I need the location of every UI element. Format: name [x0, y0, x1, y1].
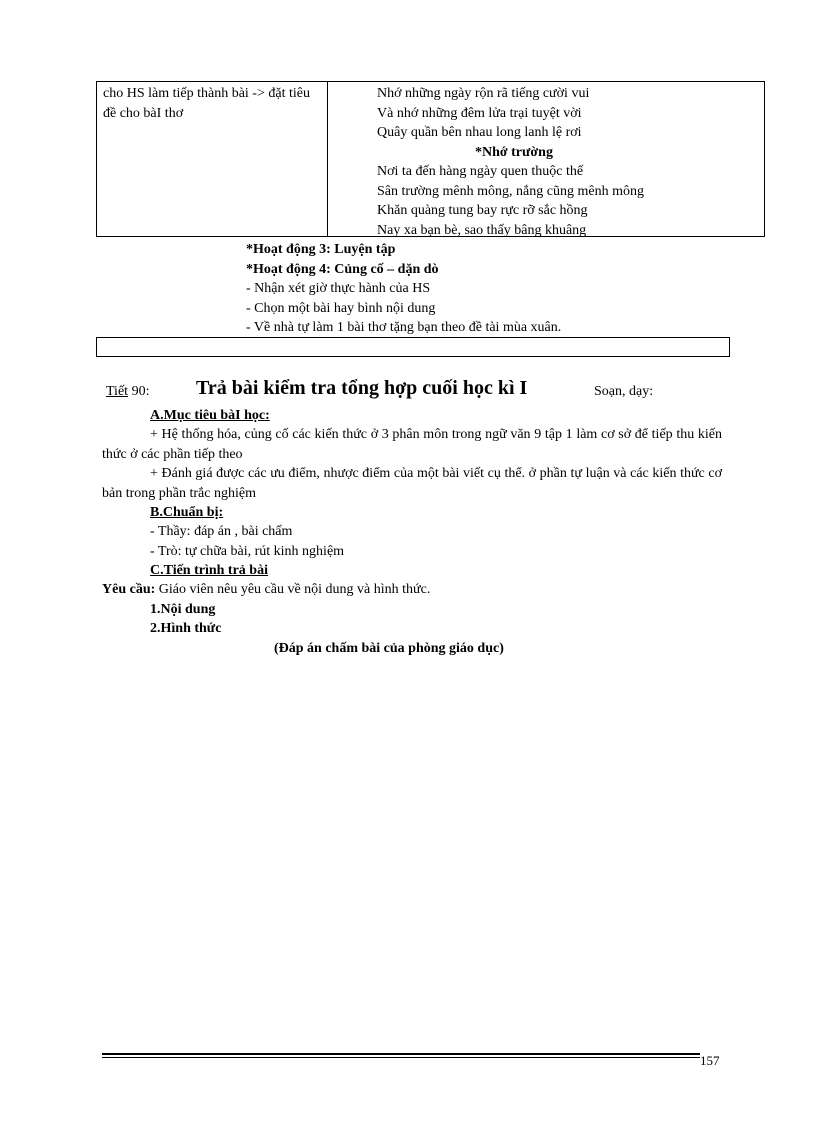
poem-line: Nay xa bạn bè, sao thấy bâng khuâng [377, 222, 587, 238]
activity-table [96, 81, 765, 237]
page-title: Trả bài kiểm tra tổng hợp cuối học kì I [196, 377, 528, 399]
requirement-label: Yêu cầu: [102, 582, 156, 597]
footer-rule [102, 1053, 700, 1055]
preparation-item: - Thầy: đáp án , bài chấm [150, 524, 293, 539]
tiet-label: Tiết [106, 384, 129, 399]
poem-line: Quây quần bên nhau long lanh lệ rơi [377, 125, 582, 140]
requirement-line [102, 580, 430, 600]
activities-section [246, 240, 561, 338]
poem-line: Sân trường mênh mông, nắng cũng mênh mông [377, 183, 644, 199]
lesson-number [106, 384, 149, 400]
answer-key-note: (Đáp án chấm bài của phòng giáo dục) [274, 641, 504, 656]
footer-rule [102, 1057, 700, 1058]
poem-line: Và nhớ những đêm lửa trại tuyệt vời [377, 105, 582, 121]
table-column-divider [327, 82, 328, 236]
objective-paragraph: + Hệ thống hóa, củng cố các kiến thức ở 3 phân môn trong ngữ văn 9 tập 1 làm cơ sở để tiếp thu kiến thức ở các phần tiếp theo [102, 427, 722, 462]
section-c-heading: C.Tiến trình trả bài [150, 563, 268, 578]
section-a-heading: A.Mục tiêu bàI học: [150, 408, 270, 423]
poem-line: Nơi ta đến hàng ngày quen thuộc thế [377, 164, 584, 179]
tiet-number: 90: [131, 384, 150, 399]
activity-4-heading: *Hoạt động 4: Củng cố – dặn dò [246, 261, 439, 277]
table-left-cell: cho HS làm tiếp thành bài -> đặt tiêu đề cho bàI thơ [103, 86, 310, 121]
activity-item: - Nhận xét giờ thực hành của HS [246, 281, 431, 296]
objective-paragraph: + Đánh giá được các ưu điểm, nhược điểm của một bài viết cụ thể. ở phần tự luận và các kiến thức cơ bản trong phần trắc nghiệm [102, 466, 722, 501]
page-number: 157 [700, 1053, 720, 1068]
empty-table-row [96, 337, 730, 357]
poem-heading: *Nhớ trường [475, 144, 553, 160]
table-right-cell [377, 84, 644, 240]
poem-line: Nhớ những ngày rộn rã tiếng cười vui [377, 86, 590, 101]
activity-item: - Chọn một bài hay bình nội dung [246, 300, 436, 316]
requirement-text: Giáo viên nêu yêu cầu về nội dung và hình thức. [155, 582, 431, 597]
section-b-heading: B.Chuẩn bị: [150, 505, 224, 520]
content-item: 1.Nội dung [150, 602, 216, 617]
poem-line: Khăn quàng tung bay rực rỡ sắc hồng [377, 203, 588, 218]
activity-item: - Về nhà tự làm 1 bài thơ tặng bạn theo đề tài mùa xuân. [246, 320, 562, 335]
activity-3-heading: *Hoạt động 3: Luyện tập [246, 242, 396, 257]
form-item: 2.Hình thức [150, 621, 222, 636]
prepared-date-label: Soạn, dạy: [594, 384, 654, 399]
preparation-item: - Trò: tự chữa bài, rút kinh nghiệm [150, 544, 345, 559]
